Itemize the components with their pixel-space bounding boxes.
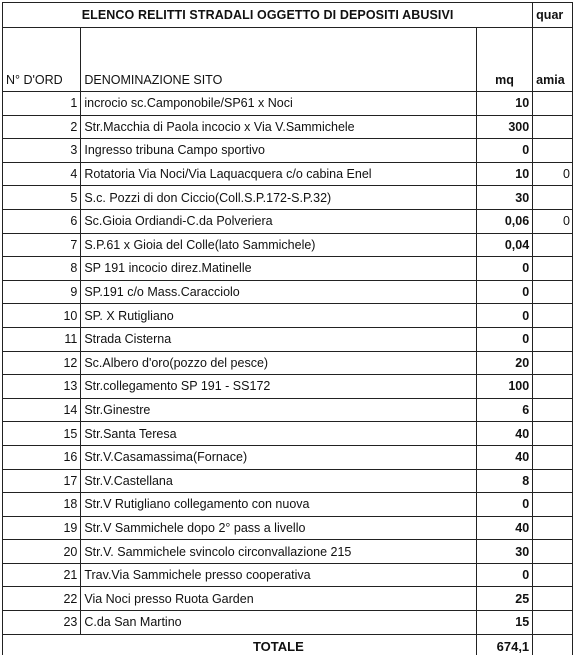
row-mq: 300 [476, 115, 532, 139]
row-site-name: Rotatoria Via Noci/Via Laquacquera c/o cabina Enel [81, 162, 477, 186]
table-row [3, 92, 573, 116]
row-site-name: Str.Macchia di Paola incocio x Via V.Sammichele [81, 115, 477, 139]
table-row [3, 304, 573, 328]
row-number: 8 [3, 257, 81, 281]
row-number: 1 [3, 92, 81, 116]
row-number: 6 [3, 209, 81, 233]
row-mq: 0 [476, 327, 532, 351]
table-title: ELENCO RELITTI STRADALI OGGETTO DI DEPOSITI ABUSIVI [3, 3, 533, 28]
table-row [3, 327, 573, 351]
table-row [3, 398, 573, 422]
row-mq: 8 [476, 469, 532, 493]
total-extra [533, 634, 573, 655]
row-mq: 25 [476, 587, 532, 611]
table-row [3, 469, 573, 493]
row-mq: 10 [476, 162, 532, 186]
row-extra [533, 92, 573, 116]
header-row [3, 28, 573, 92]
row-mq: 0 [476, 280, 532, 304]
table-row [3, 375, 573, 399]
row-number: 22 [3, 587, 81, 611]
table-row [3, 445, 573, 469]
table-row [3, 587, 573, 611]
row-site-name: Ingresso tribuna Campo sportivo [81, 139, 477, 163]
row-site-name: Strada Cisterna [81, 327, 477, 351]
table-row [3, 611, 573, 635]
row-number: 3 [3, 139, 81, 163]
table-row [3, 115, 573, 139]
row-number: 18 [3, 493, 81, 517]
row-site-name: SP.191 c/o Mass.Caracciolo [81, 280, 477, 304]
row-mq: 0,04 [476, 233, 532, 257]
row-extra [533, 587, 573, 611]
row-mq: 0,06 [476, 209, 532, 233]
row-extra [533, 351, 573, 375]
row-extra [533, 280, 573, 304]
table-row [3, 563, 573, 587]
row-number: 14 [3, 398, 81, 422]
table-row [3, 257, 573, 281]
table-row [3, 422, 573, 446]
total-spacer [3, 634, 81, 655]
table-row [3, 186, 573, 210]
row-site-name: Via Noci presso Ruota Garden [81, 587, 477, 611]
row-site-name: Sc.Albero d'oro(pozzo del pesce) [81, 351, 477, 375]
table-row [3, 162, 573, 186]
row-mq: 10 [476, 92, 532, 116]
row-site-name: S.P.61 x Gioia del Colle(lato Sammichele) [81, 233, 477, 257]
table-row [3, 493, 573, 517]
row-extra [533, 186, 573, 210]
row-number: 9 [3, 280, 81, 304]
row-site-name: Trav.Via Sammichele presso cooperativa [81, 563, 477, 587]
row-extra [533, 375, 573, 399]
header-mq: mq [476, 28, 532, 92]
row-mq: 0 [476, 257, 532, 281]
row-mq: 20 [476, 351, 532, 375]
row-number: 20 [3, 540, 81, 564]
row-mq: 0 [476, 493, 532, 517]
header-name: DENOMINAZIONE SITO [81, 28, 477, 92]
row-number: 16 [3, 445, 81, 469]
row-number: 12 [3, 351, 81, 375]
row-site-name: Str.Ginestre [81, 398, 477, 422]
row-extra [533, 257, 573, 281]
header-extra: amia [533, 28, 573, 92]
row-number: 10 [3, 304, 81, 328]
row-site-name: Str.V Sammichele dopo 2° pass a livello [81, 516, 477, 540]
row-site-name: Str.V Rutigliano collegamento con nuova [81, 493, 477, 517]
row-extra [533, 139, 573, 163]
row-extra [533, 233, 573, 257]
row-number: 2 [3, 115, 81, 139]
row-mq: 6 [476, 398, 532, 422]
total-label: TOTALE [81, 634, 477, 655]
row-extra [533, 540, 573, 564]
table-row [3, 233, 573, 257]
row-extra [533, 445, 573, 469]
row-number: 11 [3, 327, 81, 351]
row-extra [533, 422, 573, 446]
row-mq: 40 [476, 516, 532, 540]
row-extra [533, 327, 573, 351]
row-site-name: incrocio sc.Camponobile/SP61 x Noci [81, 92, 477, 116]
row-extra [533, 304, 573, 328]
row-extra [533, 398, 573, 422]
row-mq: 40 [476, 422, 532, 446]
row-number: 23 [3, 611, 81, 635]
row-site-name: SP 191 incocio direz.Matinelle [81, 257, 477, 281]
row-mq: 0 [476, 304, 532, 328]
row-mq: 0 [476, 563, 532, 587]
row-extra [533, 115, 573, 139]
row-number: 13 [3, 375, 81, 399]
row-site-name: Sc.Gioia Ordiandi-C.da Polveriera [81, 209, 477, 233]
row-extra [533, 516, 573, 540]
row-site-name: SP. X Rutigliano [81, 304, 477, 328]
row-mq: 30 [476, 540, 532, 564]
row-number: 5 [3, 186, 81, 210]
row-extra [533, 469, 573, 493]
row-extra: 0 [533, 162, 573, 186]
header-ord: N° D'ORD [3, 28, 81, 92]
row-number: 21 [3, 563, 81, 587]
table-row [3, 139, 573, 163]
row-extra [533, 493, 573, 517]
table-row [3, 280, 573, 304]
row-number: 7 [3, 233, 81, 257]
row-extra: 0 [533, 209, 573, 233]
total-row [3, 634, 573, 655]
table-row [3, 351, 573, 375]
row-extra [533, 563, 573, 587]
row-site-name: Str.V. Sammichele svincolo circonvallazione 215 [81, 540, 477, 564]
row-mq: 40 [476, 445, 532, 469]
row-number: 19 [3, 516, 81, 540]
row-mq: 100 [476, 375, 532, 399]
row-mq: 15 [476, 611, 532, 635]
row-site-name: Str.V.Castellana [81, 469, 477, 493]
title-extra: quar [533, 3, 573, 28]
total-value: 674,1 [476, 634, 532, 655]
row-number: 4 [3, 162, 81, 186]
row-mq: 0 [476, 139, 532, 163]
table-row [3, 540, 573, 564]
sites-table [2, 2, 573, 655]
row-number: 15 [3, 422, 81, 446]
row-site-name: Str.V.Casamassima(Fornace) [81, 445, 477, 469]
row-site-name: C.da San Martino [81, 611, 477, 635]
row-site-name: Str.collegamento SP 191 - SS172 [81, 375, 477, 399]
row-site-name: Str.Santa Teresa [81, 422, 477, 446]
row-extra [533, 611, 573, 635]
table-row [3, 516, 573, 540]
row-mq: 30 [476, 186, 532, 210]
row-site-name: S.c. Pozzi di don Ciccio(Coll.S.P.172-S.P.32) [81, 186, 477, 210]
table-row [3, 209, 573, 233]
row-number: 17 [3, 469, 81, 493]
title-row [3, 3, 573, 28]
